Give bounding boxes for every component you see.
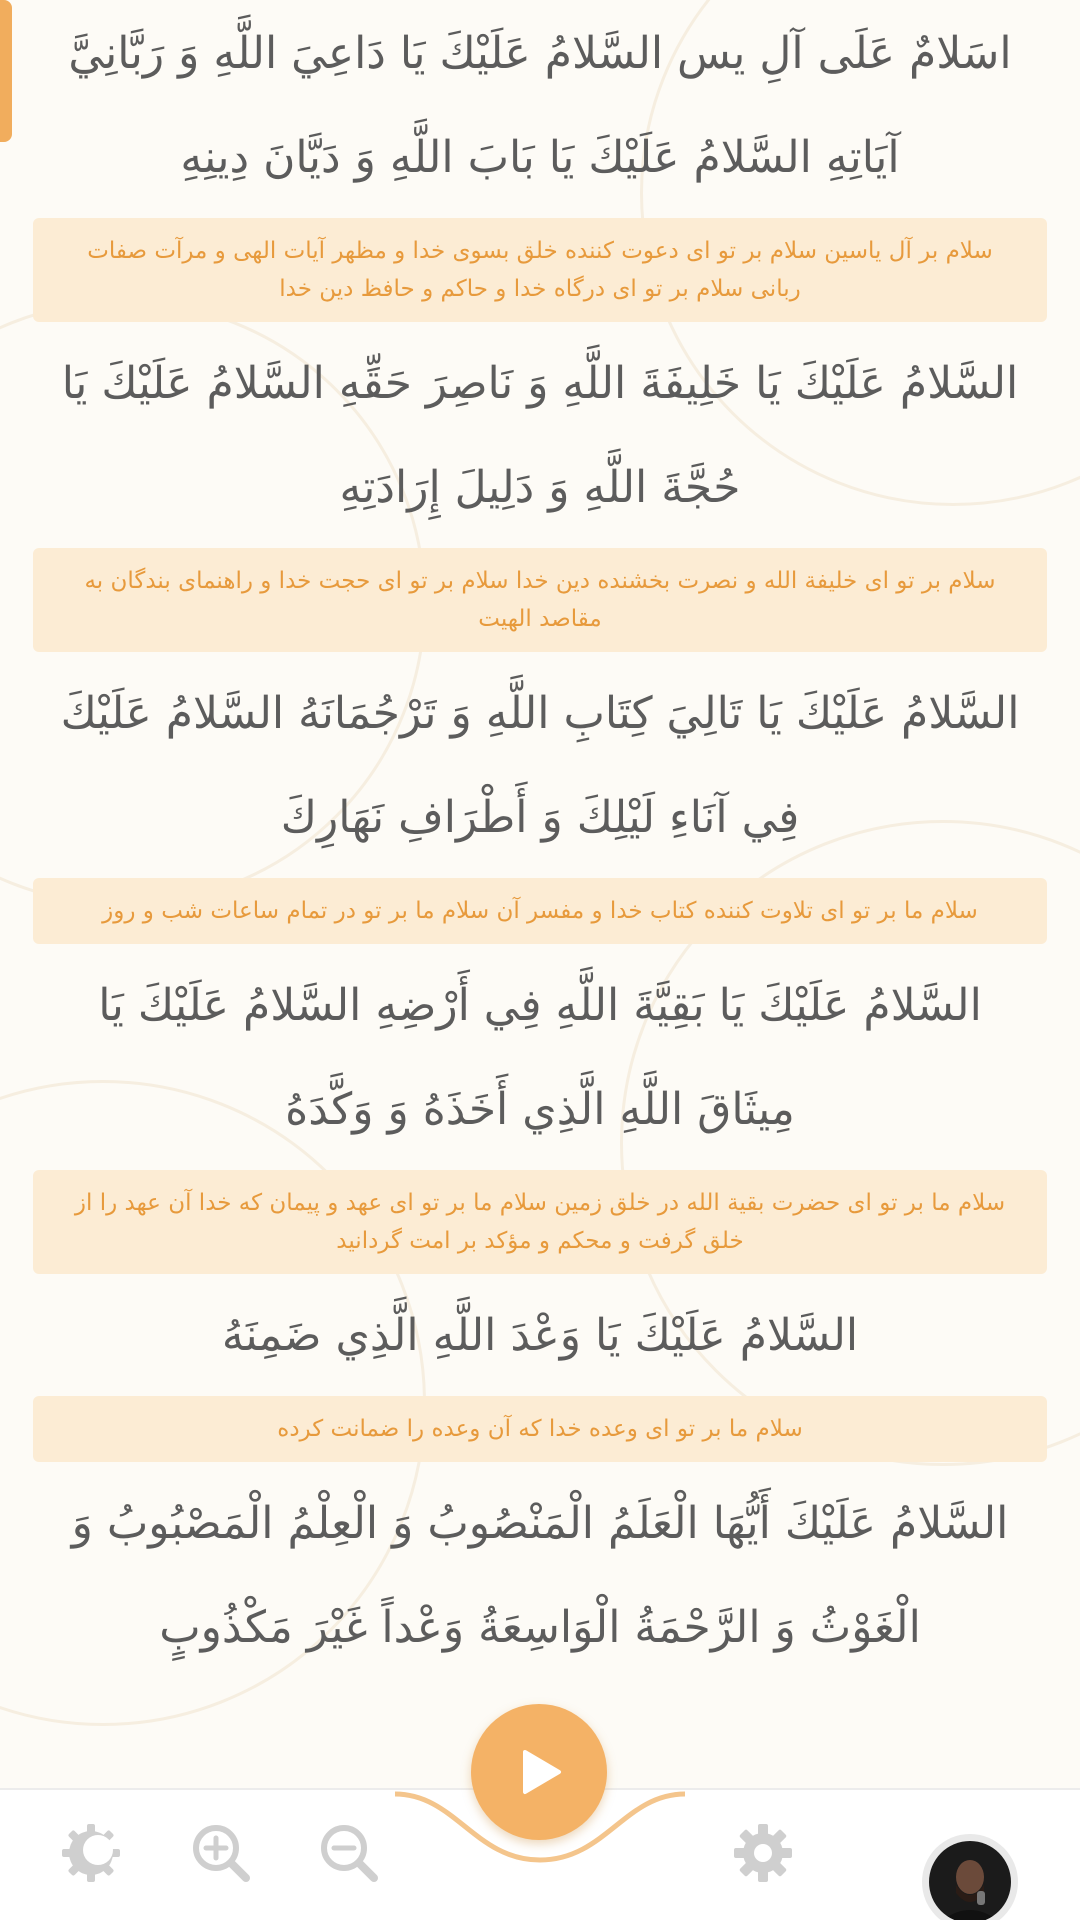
settings-button[interactable] xyxy=(720,1810,806,1896)
arabic-verse: السَّلامُ عَلَيْكَ أَيُّهَا الْعَلَمُ الْمَنْصُوبُ وَ الْعِلْمُ الْمَصْبُوبُ وَ الْغَوْثُ وَ الرَّحْمَةُ الْوَاسِعَةُ وَعْداً غَيْرَ مَكْذُوبٍ xyxy=(71,1498,1009,1653)
translation-box: سلام ما بر تو ای حضرت بقیة الله در خلق زمین سلام ما بر تو ای عهد و پیمان که خدا آن عهد را از خلق گرفت و محکم و مؤکد بر امت گردانید xyxy=(33,1170,1047,1274)
translation-box: سلام بر آل یاسین سلام بر تو ای دعوت کننده خلق بسوی خدا و مظهر آیات الهی و مرآت صفات ربانی سلام بر تو ای درگاه خدا و حاکم و حافظ دین خدا xyxy=(33,218,1047,322)
arabic-verse: اسَلامٌ عَلَى آلِ يس السَّلامُ عَلَيْكَ يَا دَاعِيَ اللَّهِ وَ رَبَّانِيَّ آيَاتِهِ السَّلامُ عَلَيْكَ يَا بَابَ اللَّهِ وَ دَيَّانَ دِينِهِ xyxy=(68,28,1012,183)
translation-box: سلام بر تو ای خلیفة الله و نصرت بخشنده دین خدا سلام بر تو ای حجت خدا و راهنمای بندگان به مقاصد الهیت xyxy=(33,548,1047,652)
scrollbar-thumb[interactable] xyxy=(0,0,12,142)
translation-box: سلام ما بر تو ای تلاوت کننده کتاب خدا و مفسر آن سلام ما بر تو در تمام ساعات شب و روز xyxy=(33,878,1047,944)
play-button[interactable] xyxy=(471,1704,607,1840)
arabic-verse: السَّلامُ عَلَيْكَ يَا خَلِيفَةَ اللَّهِ وَ نَاصِرَ حَقِّهِ السَّلامُ عَلَيْكَ يَا حُجَّةَ اللَّهِ وَ دَلِيلَ إِرَادَتِهِ xyxy=(61,358,1019,513)
play-icon xyxy=(511,1744,567,1800)
arabic-verse: السَّلامُ عَلَيْكَ يَا بَقِيَّةَ اللَّهِ فِي أَرْضِهِ السَّلامُ عَلَيْكَ يَا مِيثَاقَ اللَّهِ الَّذِي أَخَذَهُ وَ وَكَّدَهُ xyxy=(98,980,982,1135)
zoom-in-icon xyxy=(188,1820,254,1886)
night-mode-button[interactable] xyxy=(48,1810,134,1896)
gear-icon xyxy=(730,1820,796,1886)
translation-box: سلام ما بر تو ای وعده خدا که آن وعده را ضمانت کرده xyxy=(33,1396,1047,1462)
reciter-avatar-button[interactable] xyxy=(922,1834,1018,1920)
arabic-verse: السَّلامُ عَلَيْكَ يَا تَالِيَ كِتَابِ اللَّهِ وَ تَرْجُمَانَهُ السَّلامُ عَلَيْكَ فِي آنَاءِ لَيْلِكَ وَ أَطْرَافِ نَهَارِكَ xyxy=(60,688,1020,843)
avatar xyxy=(929,1841,1011,1920)
zoom-in-button[interactable] xyxy=(178,1810,264,1896)
arabic-verse: السَّلامُ عَلَيْكَ يَا وَعْدَ اللَّهِ الَّذِي ضَمِنَهُ xyxy=(221,1310,859,1361)
zoom-out-icon xyxy=(316,1820,382,1886)
moon-gear-icon xyxy=(58,1820,124,1886)
zoom-out-button[interactable] xyxy=(306,1810,392,1896)
